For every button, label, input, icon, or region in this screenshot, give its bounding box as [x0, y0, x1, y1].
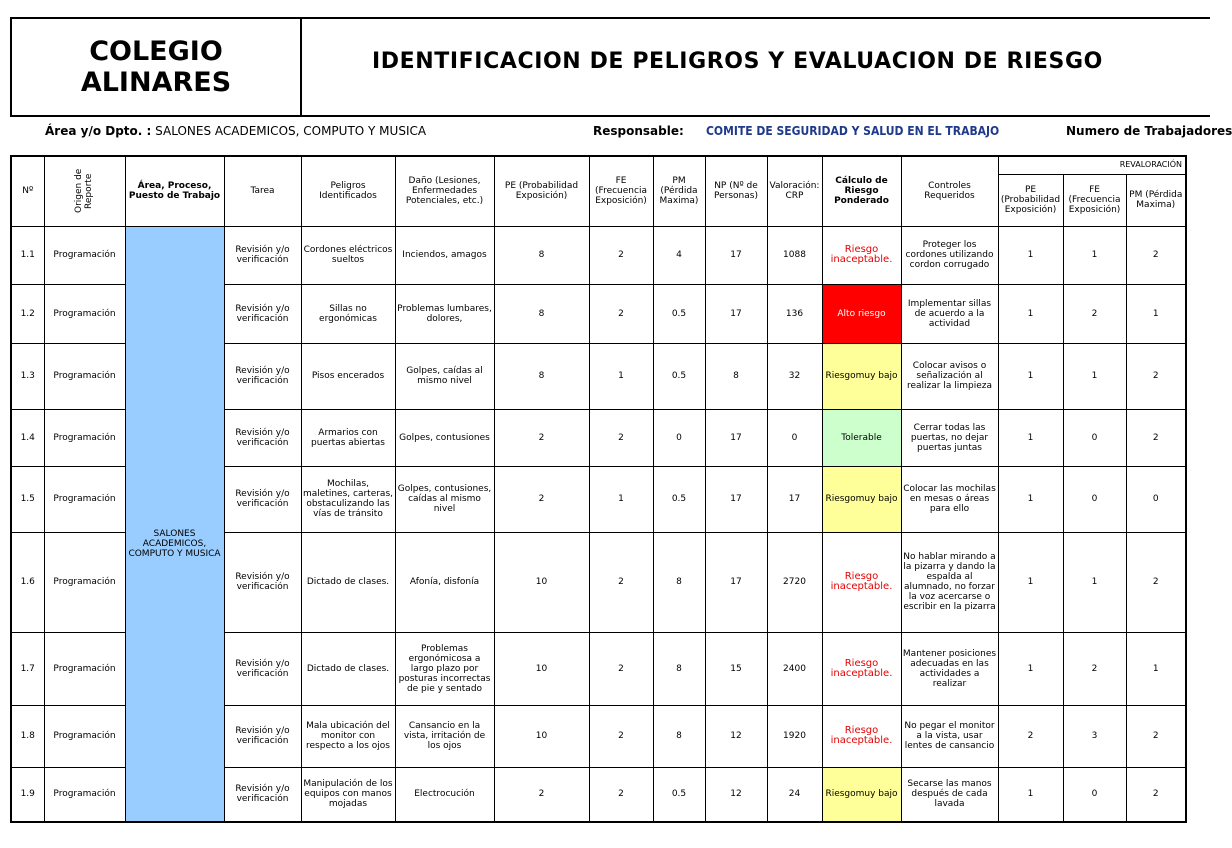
cell-tarea: Revisión y/o verificación: [224, 632, 301, 705]
cell-num: 1.8: [11, 705, 44, 767]
cell-np: 12: [705, 767, 767, 822]
logo-line-2: ALINARES: [80, 67, 232, 98]
cell-r-pe: 1: [998, 632, 1063, 705]
cell-crp: 1920: [767, 705, 822, 767]
cell-peligro: Armarios con puertas abiertas: [301, 409, 395, 466]
cell-np: 15: [705, 632, 767, 705]
cell-r-pm: 2: [1126, 343, 1186, 409]
cell-r-fe: 0: [1063, 466, 1126, 532]
cell-r-pe: 2: [998, 705, 1063, 767]
cell-r-pm: 2: [1126, 409, 1186, 466]
col-tarea: Tarea: [224, 156, 301, 226]
cell-num: 1.1: [11, 226, 44, 284]
cell-num: 1.6: [11, 532, 44, 632]
cell-num: 1.7: [11, 632, 44, 705]
cell-riesgo: Riesgo inaceptable.: [822, 632, 901, 705]
cell-riesgo: Riesgo inaceptable.: [822, 532, 901, 632]
cell-control: Colocar las mochilas en mesas o áreas para ello: [901, 466, 998, 532]
cell-peligro: Dictado de clases.: [301, 632, 395, 705]
cell-pm: 0.5: [653, 284, 705, 343]
table-row: [11, 226, 1186, 284]
cell-pm: 8: [653, 532, 705, 632]
cell-np: 8: [705, 343, 767, 409]
cell-r-pe: 1: [998, 767, 1063, 822]
cell-tarea: Revisión y/o verificación: [224, 343, 301, 409]
cell-r-fe: 3: [1063, 705, 1126, 767]
cell-r-pe: 1: [998, 226, 1063, 284]
col-np: NP (Nº de Personas): [705, 156, 767, 226]
cell-fe: 2: [589, 632, 653, 705]
col-reval-pm: PM (Pérdida Maxima): [1126, 174, 1186, 226]
cell-dano: Golpes, caídas al mismo nivel: [395, 343, 494, 409]
cell-pm: 4: [653, 226, 705, 284]
cell-origen: Programación: [44, 532, 125, 632]
cell-pm: 0.5: [653, 767, 705, 822]
cell-r-fe: 2: [1063, 284, 1126, 343]
cell-pe: 8: [494, 226, 589, 284]
cell-origen: Programación: [44, 409, 125, 466]
cell-r-pm: 1: [1126, 284, 1186, 343]
area-value: SALONES ACADEMICOS, COMPUTO Y MUSICA: [155, 124, 427, 138]
cell-crp: 0: [767, 409, 822, 466]
header-row-1: [11, 156, 1186, 174]
cell-dano: Inciendos, amagos: [395, 226, 494, 284]
responsable-label: Responsable:: [593, 124, 684, 138]
cell-pe: 10: [494, 705, 589, 767]
cell-r-fe: 2: [1063, 632, 1126, 705]
cell-r-fe: 1: [1063, 343, 1126, 409]
cell-np: 17: [705, 409, 767, 466]
cell-riesgo: Riesgomuy bajo: [822, 466, 901, 532]
cell-np: 17: [705, 532, 767, 632]
area-info: [45, 124, 426, 138]
cell-riesgo: Riesgomuy bajo: [822, 767, 901, 822]
col-origen: [44, 156, 125, 226]
cell-peligro: Mala ubicación del monitor con respecto a los ojos: [301, 705, 395, 767]
cell-control: Proteger los cordones utilizando cordon corrugado: [901, 226, 998, 284]
col-calculo: Cálculo de Riesgo Ponderado: [822, 156, 901, 226]
cell-origen: Programación: [44, 767, 125, 822]
cell-peligro: Sillas no ergonómicas: [301, 284, 395, 343]
col-controles: Controles Requeridos: [901, 156, 998, 226]
cell-peligro: Dictado de clases.: [301, 532, 395, 632]
col-crp: Valoración: CRP: [767, 156, 822, 226]
cell-fe: 1: [589, 343, 653, 409]
cell-control: Colocar avisos o señalización al realizar la limpieza: [901, 343, 998, 409]
cell-dano: Problemas ergonómicosa a largo plazo por posturas incorrectas de pie y sentado: [395, 632, 494, 705]
cell-fe: 2: [589, 409, 653, 466]
cell-r-fe: 1: [1063, 226, 1126, 284]
cell-riesgo: Riesgomuy bajo: [822, 343, 901, 409]
cell-dano: Electrocución: [395, 767, 494, 822]
cell-origen: Programación: [44, 466, 125, 532]
col-revaloracion: REVALORACIÓN: [998, 156, 1186, 174]
cell-fe: 2: [589, 284, 653, 343]
school-logo-text: [12, 19, 302, 115]
cell-crp: 136: [767, 284, 822, 343]
cell-r-pe: 1: [998, 284, 1063, 343]
responsable-value: COMITE DE SEGURIDAD Y SALUD EN EL TRABAJO: [706, 124, 1000, 138]
col-pe: PE (Probabilidad Exposición): [494, 156, 589, 226]
col-origen-text: Origen de Reporte: [73, 169, 94, 214]
cell-num: 1.3: [11, 343, 44, 409]
document-title: IDENTIFICACION DE PELIGROS Y EVALUACION DE RIESGO: [372, 49, 1103, 74]
col-fe: FE (Frecuencia Exposición): [589, 156, 653, 226]
cell-control: Secarse las manos después de cada lavada: [901, 767, 998, 822]
cell-control: Cerrar todas las puertas, no dejar puertas juntas: [901, 409, 998, 466]
cell-pm: 0.5: [653, 343, 705, 409]
cell-pm: 0: [653, 409, 705, 466]
table-body: [11, 226, 1186, 822]
cell-pe: 10: [494, 532, 589, 632]
cell-origen: Programación: [44, 343, 125, 409]
logo-line-1: COLEGIO: [89, 36, 223, 67]
cell-crp: 2720: [767, 532, 822, 632]
cell-pe: 2: [494, 409, 589, 466]
cell-tarea: Revisión y/o verificación: [224, 409, 301, 466]
cell-pe: 10: [494, 632, 589, 705]
numero-trabajadores-label: Numero de Trabajadores: [1066, 124, 1232, 138]
cell-crp: 24: [767, 767, 822, 822]
area-process-cell: SALONES ACADEMICOS, COMPUTO Y MUSICA: [125, 226, 224, 822]
col-pm: PM (Pérdida Maxima): [653, 156, 705, 226]
cell-fe: 2: [589, 767, 653, 822]
cell-tarea: Revisión y/o verificación: [224, 767, 301, 822]
cell-dano: Golpes, contusiones: [395, 409, 494, 466]
cell-r-pe: 1: [998, 409, 1063, 466]
area-label: Área y/o Dpto. :: [45, 124, 152, 138]
cell-riesgo: Tolerable: [822, 409, 901, 466]
cell-num: 1.2: [11, 284, 44, 343]
cell-r-pm: 0: [1126, 466, 1186, 532]
cell-np: 12: [705, 705, 767, 767]
col-dano: Daño (Lesiones, Enfermedades Potenciales, etc.): [395, 156, 494, 226]
cell-crp: 17: [767, 466, 822, 532]
cell-dano: Afonía, disfonía: [395, 532, 494, 632]
cell-tarea: Revisión y/o verificación: [224, 226, 301, 284]
cell-control: Mantener posiciones adecuadas en las actividades a realizar: [901, 632, 998, 705]
col-num: Nº: [11, 156, 44, 226]
cell-pe: 2: [494, 466, 589, 532]
col-reval-pe: PE (Probabilidad Exposición): [998, 174, 1063, 226]
cell-r-fe: 0: [1063, 409, 1126, 466]
document-header: [10, 17, 1210, 117]
cell-dano: Problemas lumbares, dolores,: [395, 284, 494, 343]
cell-r-pm: 2: [1126, 226, 1186, 284]
cell-num: 1.5: [11, 466, 44, 532]
cell-peligro: Cordones eléctricos sueltos: [301, 226, 395, 284]
col-area: Área, Proceso, Puesto de Trabajo: [125, 156, 224, 226]
cell-pe: 8: [494, 284, 589, 343]
cell-r-pe: 1: [998, 466, 1063, 532]
cell-r-pm: 2: [1126, 767, 1186, 822]
cell-num: 1.4: [11, 409, 44, 466]
cell-fe: 2: [589, 705, 653, 767]
cell-pe: 2: [494, 767, 589, 822]
col-reval-fe: FE (Frecuencia Exposición): [1063, 174, 1126, 226]
cell-r-pe: 1: [998, 343, 1063, 409]
cell-peligro: Pisos encerados: [301, 343, 395, 409]
cell-origen: Programación: [44, 284, 125, 343]
cell-r-pm: 2: [1126, 705, 1186, 767]
cell-tarea: Revisión y/o verificación: [224, 705, 301, 767]
cell-r-fe: 0: [1063, 767, 1126, 822]
cell-crp: 32: [767, 343, 822, 409]
cell-dano: Cansancio en la vista, irritación de los ojos: [395, 705, 494, 767]
cell-riesgo: Alto riesgo: [822, 284, 901, 343]
cell-num: 1.9: [11, 767, 44, 822]
cell-fe: 1: [589, 466, 653, 532]
cell-tarea: Revisión y/o verificación: [224, 532, 301, 632]
cell-riesgo: Riesgo inaceptable.: [822, 226, 901, 284]
cell-fe: 2: [589, 532, 653, 632]
cell-tarea: Revisión y/o verificación: [224, 466, 301, 532]
cell-r-pe: 1: [998, 532, 1063, 632]
cell-riesgo: Riesgo inaceptable.: [822, 705, 901, 767]
col-peligros: Peligros Identificados: [301, 156, 395, 226]
cell-pm: 8: [653, 705, 705, 767]
cell-origen: Programación: [44, 226, 125, 284]
cell-crp: 1088: [767, 226, 822, 284]
cell-peligro: Mochilas, maletines, carteras, obstaculizando las vías de tránsito: [301, 466, 395, 532]
cell-crp: 2400: [767, 632, 822, 705]
cell-origen: Programación: [44, 705, 125, 767]
cell-r-fe: 1: [1063, 532, 1126, 632]
cell-dano: Golpes, contusiones, caídas al mismo nivel: [395, 466, 494, 532]
cell-peligro: Manipulación de los equipos con manos mojadas: [301, 767, 395, 822]
cell-origen: Programación: [44, 632, 125, 705]
risk-table: [10, 155, 1187, 823]
cell-fe: 2: [589, 226, 653, 284]
cell-r-pm: 1: [1126, 632, 1186, 705]
cell-np: 17: [705, 226, 767, 284]
cell-tarea: Revisión y/o verificación: [224, 284, 301, 343]
cell-control: Implementar sillas de acuerdo a la actividad: [901, 284, 998, 343]
cell-control: No pegar el monitor a la vista, usar lentes de cansancio: [901, 705, 998, 767]
cell-np: 17: [705, 284, 767, 343]
cell-pm: 0.5: [653, 466, 705, 532]
cell-r-pm: 2: [1126, 532, 1186, 632]
cell-pm: 8: [653, 632, 705, 705]
cell-np: 17: [705, 466, 767, 532]
cell-pe: 8: [494, 343, 589, 409]
cell-control: No hablar mirando a la pizarra y dando la espalda al alumnado, no forzar la voz acercarse o escribir en la pizarra: [901, 532, 998, 632]
